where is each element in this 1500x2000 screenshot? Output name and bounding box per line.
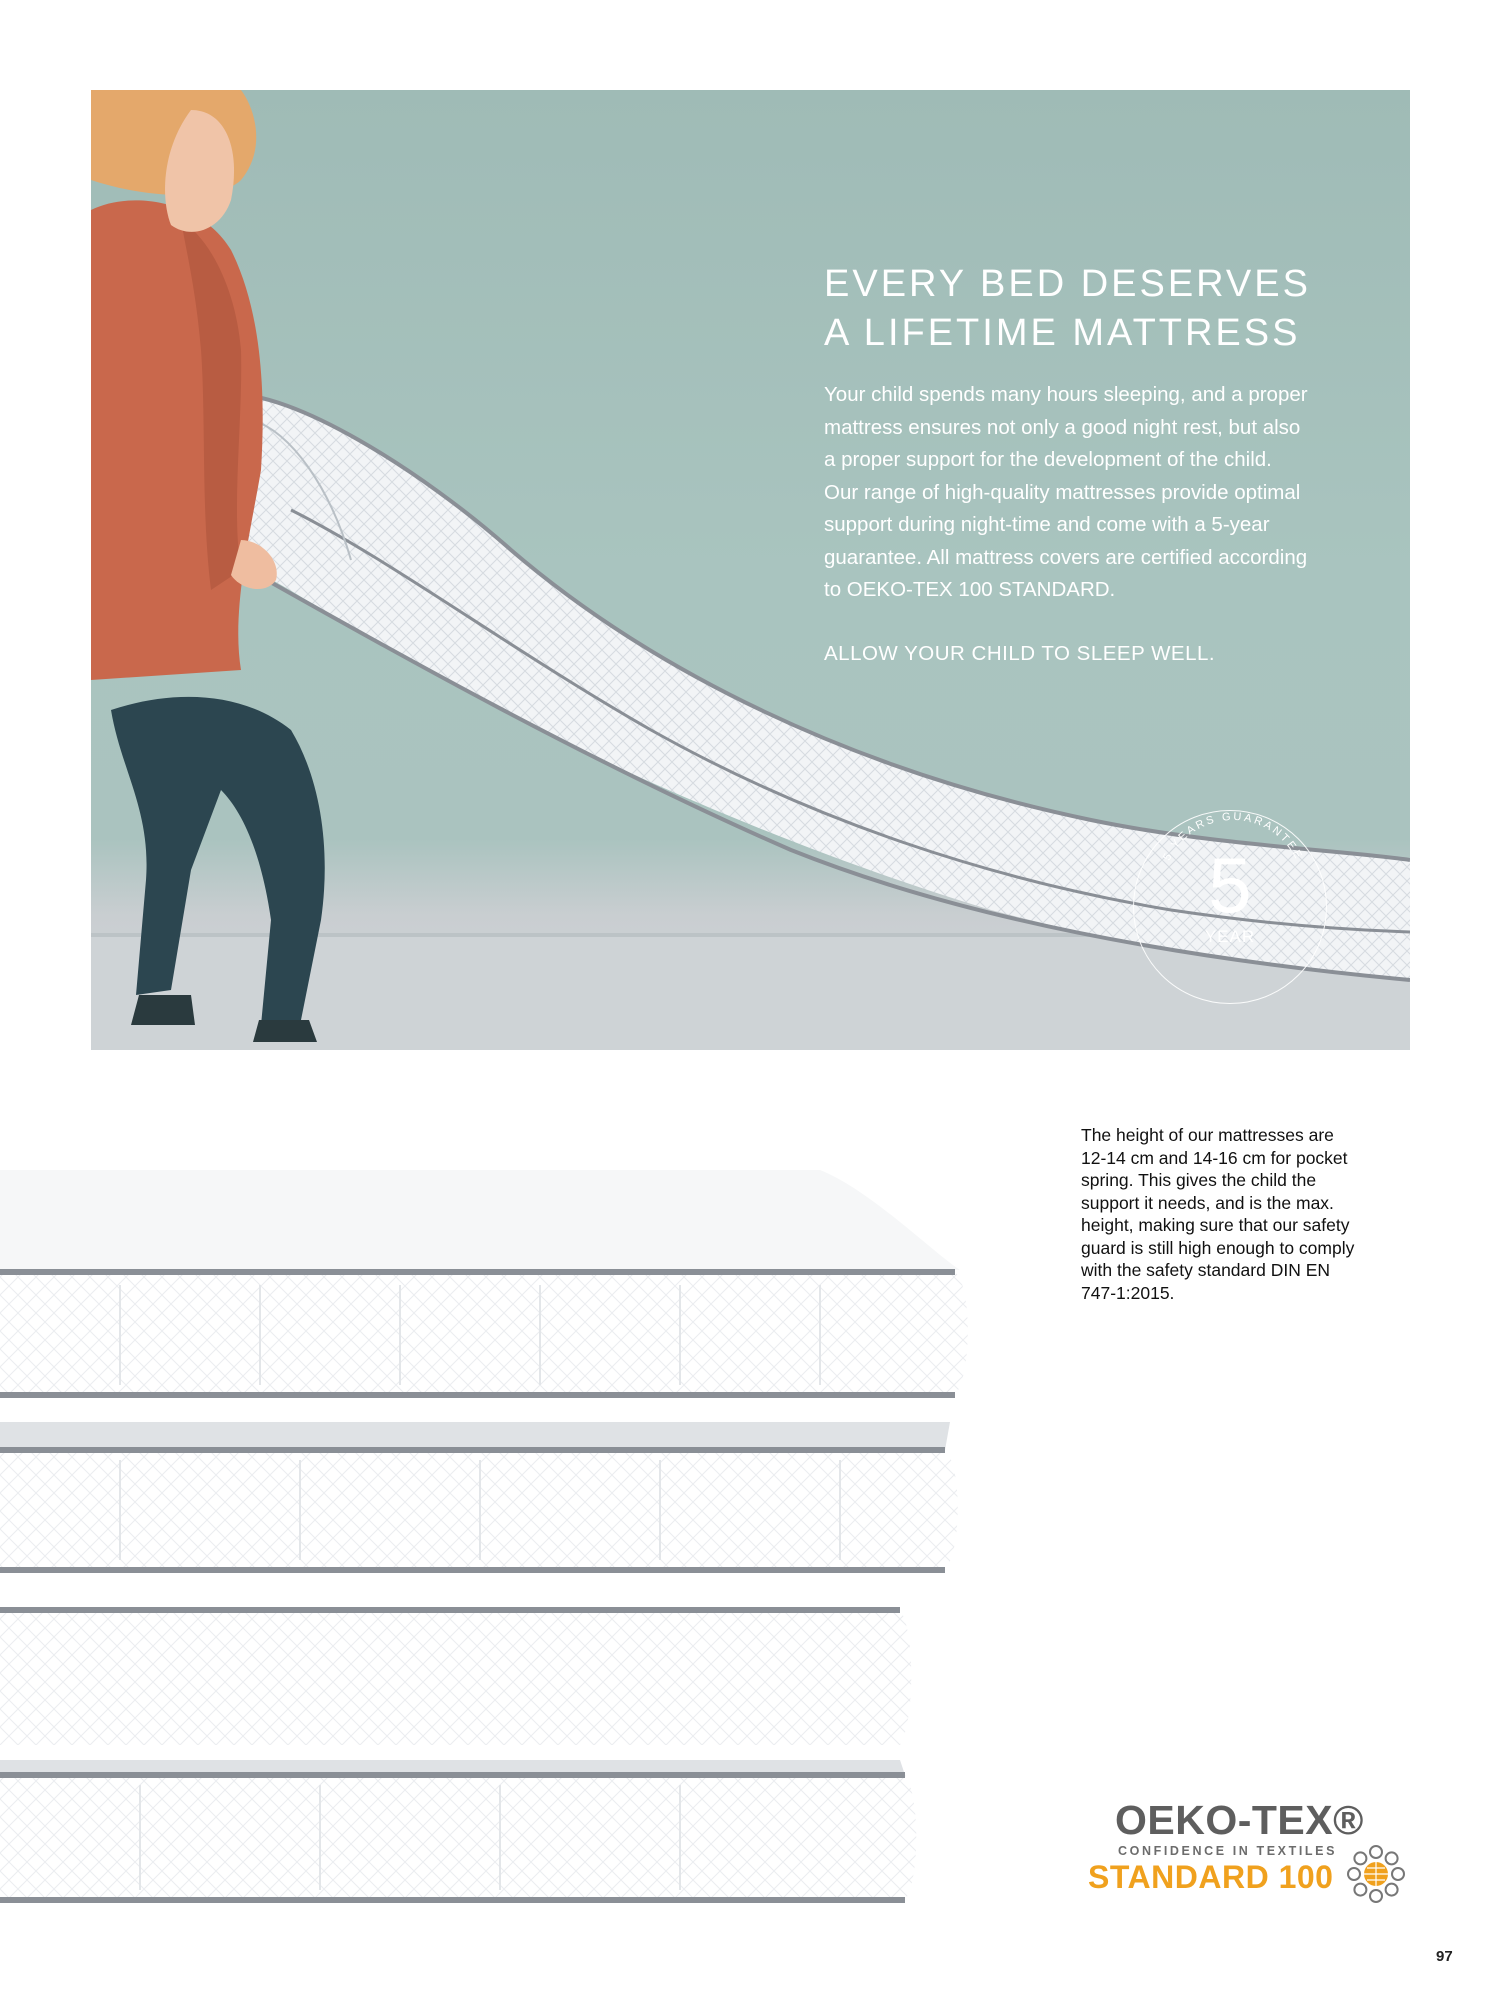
hero-body-line: Your child spends many hours sleeping, and a proper — [824, 383, 1308, 406]
info-line: spring. This gives the child the — [1081, 1170, 1317, 1190]
hero-tagline: ALLOW YOUR CHILD TO SLEEP WELL. — [824, 642, 1216, 665]
hero-body-line: support during night-time and come with a 5-year — [824, 513, 1270, 536]
info-line: 747-1:2015. — [1081, 1282, 1175, 1303]
page-number: 97 — [1436, 1948, 1453, 1965]
hero-body-line: mattress ensures not only a good night rest, but also — [824, 415, 1301, 439]
guarantee-badge — [1133, 810, 1327, 1004]
badge-unit: YEAR — [1204, 927, 1256, 946]
oeko-flower-icon — [1344, 1842, 1408, 1906]
info-line: with the safety standard DIN EN — [1081, 1260, 1330, 1280]
hero-title-line-2: A LIFETIME MATTRESS — [824, 312, 1301, 354]
badge-arc-label: 5 YEARS GUARANTEE — [1161, 810, 1305, 863]
info-line: 12-14 cm and 14-16 cm for pocket — [1081, 1147, 1348, 1168]
badge-number: 5 — [1208, 841, 1252, 929]
oeko-tex-logo — [1085, 1797, 1415, 1897]
info-line: The height of our mattresses are — [1081, 1125, 1334, 1145]
mattress-height-info — [1081, 1124, 1411, 1304]
info-line: height, making sure that our safety — [1081, 1215, 1350, 1235]
info-line: guard is still high enough to comply — [1081, 1237, 1355, 1258]
info-line: support it needs, and is the max. — [1081, 1192, 1334, 1213]
hero-body-line: Our range of high-quality mattresses provide optimal — [824, 480, 1301, 504]
oeko-standard: STANDARD 100 — [1088, 1859, 1334, 1895]
hero-body-line: guarantee. All mattress covers are certified according — [824, 545, 1308, 569]
hero-photo — [91, 90, 1410, 1050]
oeko-brand: OEKO-TEX® — [1115, 1797, 1364, 1843]
hero-title — [824, 260, 1311, 358]
hero-title-line-1: EVERY BED DESERVES — [824, 263, 1311, 305]
mattress-stack-illustration — [0, 1160, 990, 1920]
hero-body-line: to OEKO-TEX 100 STANDARD. — [824, 578, 1116, 601]
hero-body-text — [824, 379, 1410, 607]
hero-body-line: a proper support for the development of the child. — [824, 448, 1272, 471]
oeko-tagline: CONFIDENCE IN TEXTILES — [1118, 1844, 1338, 1858]
